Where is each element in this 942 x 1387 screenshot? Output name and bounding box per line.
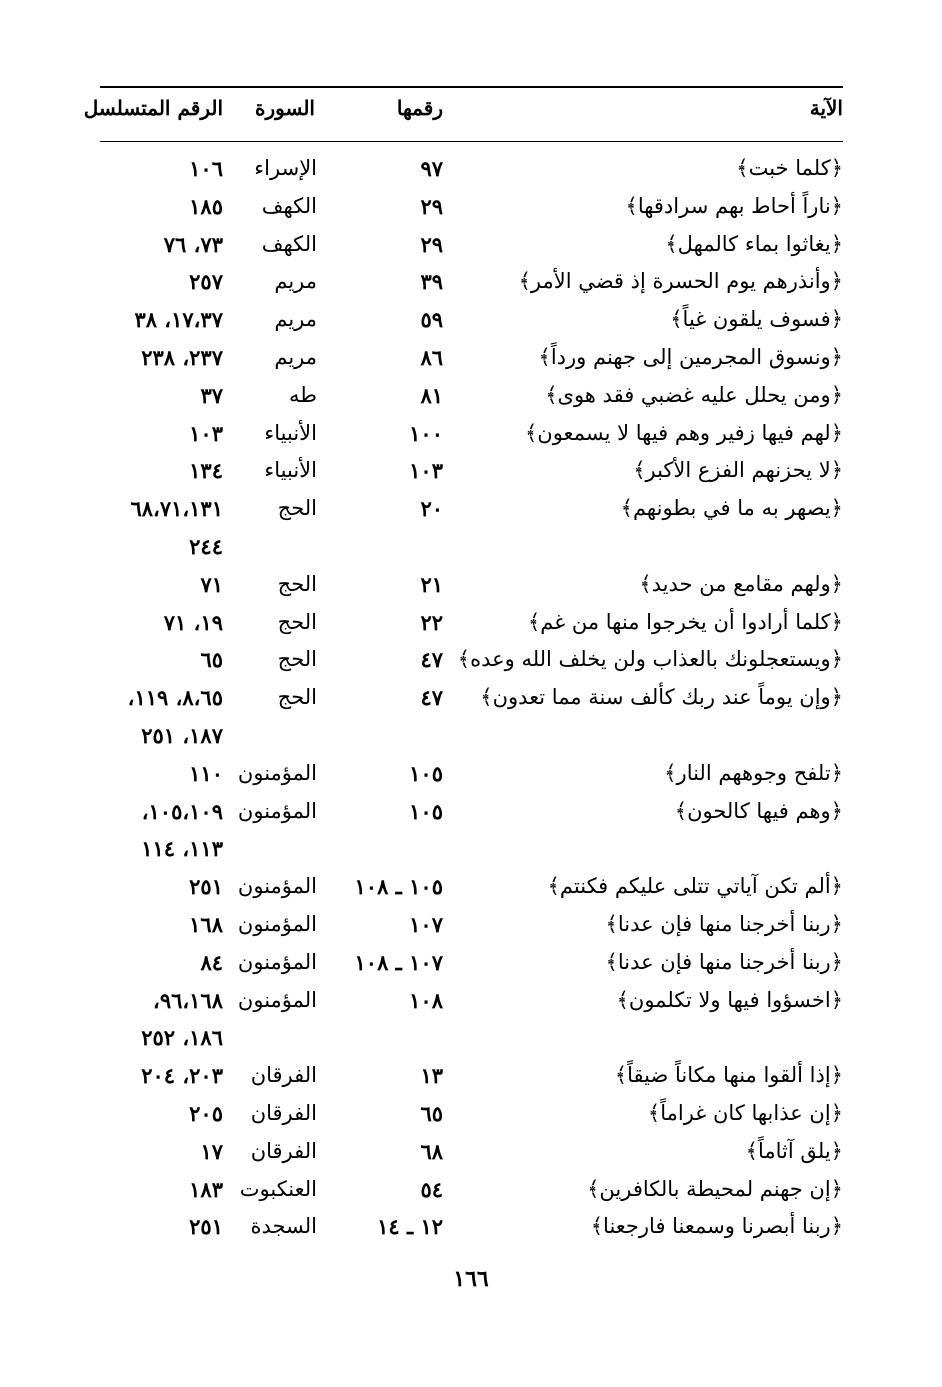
ayah-text: ﴿اخسؤوا فيها ولا تكلمون﴾ (616, 987, 843, 1012)
surah-name: الحج (277, 571, 317, 596)
table-row (100, 1210, 843, 1248)
serial-number: ٢٥٧ (189, 269, 223, 295)
surah-name: المؤمنون (237, 760, 317, 785)
ayah-text: ﴿إذا ألقوا منها مكاناً ضيقاً﴾ (614, 1063, 843, 1088)
ayah-text: ﴿ألم تكن آياتي تتلى عليكم فكنتم﴾ (547, 874, 843, 899)
serial-number: ١١٣، ١١٤ (141, 836, 223, 862)
ayah-text: ﴿فسوف يلقون غياً﴾ (670, 307, 843, 332)
ayah-text: ﴿ولهم مقامع من حديد﴾ (639, 571, 843, 596)
ayah-text: ﴿يغاثوا بماء كالمهل﴾ (665, 231, 843, 256)
serial-number: ١٣٤ (189, 458, 223, 484)
table-row (100, 832, 843, 870)
table-row (100, 643, 843, 681)
ayah-number: ٤٧ (420, 685, 443, 711)
surah-name: الفرقان (250, 1138, 317, 1163)
serial-number: ١٠٣ (189, 420, 223, 446)
table-row (100, 908, 843, 946)
surah-name: المؤمنون (237, 874, 317, 899)
ayah-number: ٢١ (420, 571, 443, 597)
surah-name: المؤمنون (237, 911, 317, 936)
serial-number: ٧٣، ٧٦ (163, 231, 223, 257)
ayah-number: ٨٦ (420, 344, 443, 370)
table-row (100, 152, 843, 190)
ayah-text: ﴿يلق آثاماً﴾ (745, 1138, 843, 1163)
surah-name: الحج (277, 496, 317, 521)
ayah-text: ﴿ربنا أخرجنا منها فإن عدنا﴾ (605, 949, 843, 974)
page-number: ١٦٦ (453, 1266, 489, 1292)
serial-number: ٩٦،١٦٨، (153, 987, 223, 1013)
ayah-number: ١٠٨ (409, 987, 443, 1013)
ayah-text: ﴿ويستعجلونك بالعذاب ولن يخلف الله وعده﴾ (457, 647, 843, 672)
surah-name: العنكبوت (239, 1176, 317, 1201)
ayah-number: ١٠٧ ـ ١٠٨ (354, 949, 443, 975)
surah-name: الكهف (261, 231, 317, 256)
table-row (100, 379, 843, 417)
serial-number: ٨،٦٥، ١١٩، (127, 685, 223, 711)
table-row (100, 530, 843, 568)
serial-number: ١١٠ (189, 760, 223, 786)
serial-number: ٢٥١ (189, 1214, 223, 1240)
serial-number: ٨٤ (200, 949, 223, 975)
ayah-number: ٣٩ (420, 269, 443, 295)
surah-name: الأنبياء (264, 420, 317, 445)
serial-number: ٢٤٤ (189, 533, 223, 559)
table-row (100, 1059, 843, 1097)
ayah-text: ﴿لا يحزنهم الفزع الأكبر﴾ (633, 458, 843, 483)
ayah-text: ﴿ربنا أبصرنا وسمعنا فارجعنا﴾ (590, 1214, 843, 1239)
ayah-text: ﴿يصهر به ما في بطونهم﴾ (620, 496, 843, 521)
table-row (100, 984, 843, 1022)
table-row (100, 757, 843, 795)
surah-name: طه (289, 382, 317, 407)
ayah-number: ٢٠ (420, 496, 443, 522)
ayah-number: ٩٧ (420, 156, 443, 181)
table-row (100, 190, 843, 228)
ayah-number: ٢٩ (420, 231, 443, 257)
header-rule (100, 141, 843, 142)
serial-number: ١٩، ٧١ (163, 609, 223, 635)
ayah-text: ﴿لهم فيها زفير وهم فيها لا يسمعون﴾ (524, 420, 843, 445)
header-ayah: الآية (809, 96, 843, 120)
surah-name: المؤمنون (237, 987, 317, 1012)
index-table (100, 152, 843, 1248)
ayah-number: ١٠٣ (409, 458, 443, 484)
surah-name: الإسراء (254, 156, 317, 180)
table-row (100, 681, 843, 719)
ayah-number: ١٠٥ ـ ١٠٨ (354, 874, 443, 900)
ayah-text: ﴿وهم فيها كالحون﴾ (674, 798, 843, 823)
ayah-text: ﴿ومن يحلل عليه غضبي فقد هوى﴾ (545, 382, 843, 407)
serial-number: ١٨٥ (189, 193, 223, 219)
serial-number: ١٠٦ (189, 156, 223, 181)
table-row (100, 1173, 843, 1211)
surah-name: الحج (277, 647, 317, 672)
table-row (100, 417, 843, 455)
table-header (83, 96, 843, 130)
ayah-number: ٥٩ (420, 307, 443, 333)
ayah-number: ٦٨ (420, 1138, 443, 1164)
surah-name: مريم (274, 307, 317, 332)
ayah-text: ﴿إن جهنم لمحيطة بالكافرين﴾ (587, 1176, 843, 1201)
table-row (100, 492, 843, 530)
serial-number: ١٨٣ (189, 1176, 223, 1202)
serial-number: ١٦٨ (189, 911, 223, 937)
serial-number: ٣٧ (200, 382, 223, 408)
table-row (100, 341, 843, 379)
serial-number: ٢٠٣، ٢٠٤ (141, 1063, 223, 1089)
surah-name: مريم (274, 344, 317, 369)
serial-number: ١٠٥،١٠٩، (141, 798, 223, 824)
ayah-text: ﴿كلما خبت﴾ (736, 156, 843, 180)
ayah-number: ٢٢ (420, 609, 443, 635)
table-row (100, 606, 843, 644)
ayah-number: ١٠٠ (409, 420, 443, 446)
serial-number: ١٧ (200, 1138, 223, 1164)
ayah-number: ١٠٥ (409, 798, 443, 824)
surah-name: مريم (274, 269, 317, 294)
ayah-text: ﴿تلفح وجوههم النار﴾ (664, 760, 843, 785)
ayah-text: ﴿كلما أرادوا أن يخرجوا منها من غم﴾ (527, 609, 843, 634)
ayah-text: ﴿إن عذابها كان غراماً﴾ (647, 1100, 843, 1125)
surah-name: المؤمنون (237, 798, 317, 823)
ayah-number: ٥٤ (420, 1176, 443, 1202)
table-row (100, 946, 843, 984)
serial-number: ٢٠٥ (189, 1100, 223, 1126)
surah-name: المؤمنون (237, 949, 317, 974)
serial-number: ٢٣٧، ٢٣٨ (141, 344, 223, 370)
table-row (100, 870, 843, 908)
surah-name: الأنبياء (264, 458, 317, 483)
table-row (100, 795, 843, 833)
serial-number: ٢٥١ (189, 874, 223, 900)
ayah-text: ﴿ربنا أخرجنا منها فإن عدنا﴾ (605, 911, 843, 936)
ayah-number: ٤٧ (420, 647, 443, 673)
serial-number: ٧١ (200, 571, 223, 597)
surah-name: الحج (277, 609, 317, 634)
top-rule (100, 86, 843, 88)
ayah-number: ٦٥ (420, 1100, 443, 1126)
surah-name: الفرقان (250, 1100, 317, 1125)
ayah-number: ١٢ ـ ١٤ (377, 1214, 443, 1240)
serial-number: ٦٨،٧١،١٣١ (130, 496, 223, 522)
serial-number: ١٧،٣٧، ٣٨ (134, 307, 223, 333)
table-row (100, 265, 843, 303)
serial-number: ٦٥ (200, 647, 223, 673)
table-row (100, 1021, 843, 1059)
ayah-number: ١٠٥ (409, 760, 443, 786)
table-row (100, 454, 843, 492)
ayah-number: ٨١ (420, 382, 443, 408)
table-row (100, 719, 843, 757)
table-row (100, 1097, 843, 1135)
header-surah: السورة (255, 96, 315, 120)
serial-number: ١٨٦، ٢٥٢ (141, 1025, 223, 1051)
ayah-text: ﴿ونسوق المجرمين إلى جهنم ورداً﴾ (538, 344, 843, 369)
ayah-number: ١٠٧ (409, 911, 443, 937)
serial-number: ١٨٧، ٢٥١ (141, 722, 223, 748)
header-number: رقمها (396, 96, 443, 120)
ayah-text: ﴿وأنذرهم يوم الحسرة إذ قضي الأمر﴾ (518, 269, 843, 294)
ayah-text: ﴿ناراً أحاط بهم سرادقها﴾ (625, 193, 843, 218)
table-row (100, 568, 843, 606)
surah-name: الكهف (261, 193, 317, 218)
ayah-number: ١٣ (420, 1063, 443, 1089)
ayah-number: ٢٩ (420, 193, 443, 219)
header-serial: الرقم المتسلسل (83, 96, 223, 120)
table-row (100, 1135, 843, 1173)
table-row (100, 228, 843, 266)
table-row (100, 303, 843, 341)
surah-name: الفرقان (250, 1063, 317, 1088)
surah-name: الحج (277, 685, 317, 710)
ayah-text: ﴿وإن يوماً عند ربك كألف سنة مما تعدون﴾ (480, 685, 843, 710)
surah-name: السجدة (250, 1214, 317, 1239)
